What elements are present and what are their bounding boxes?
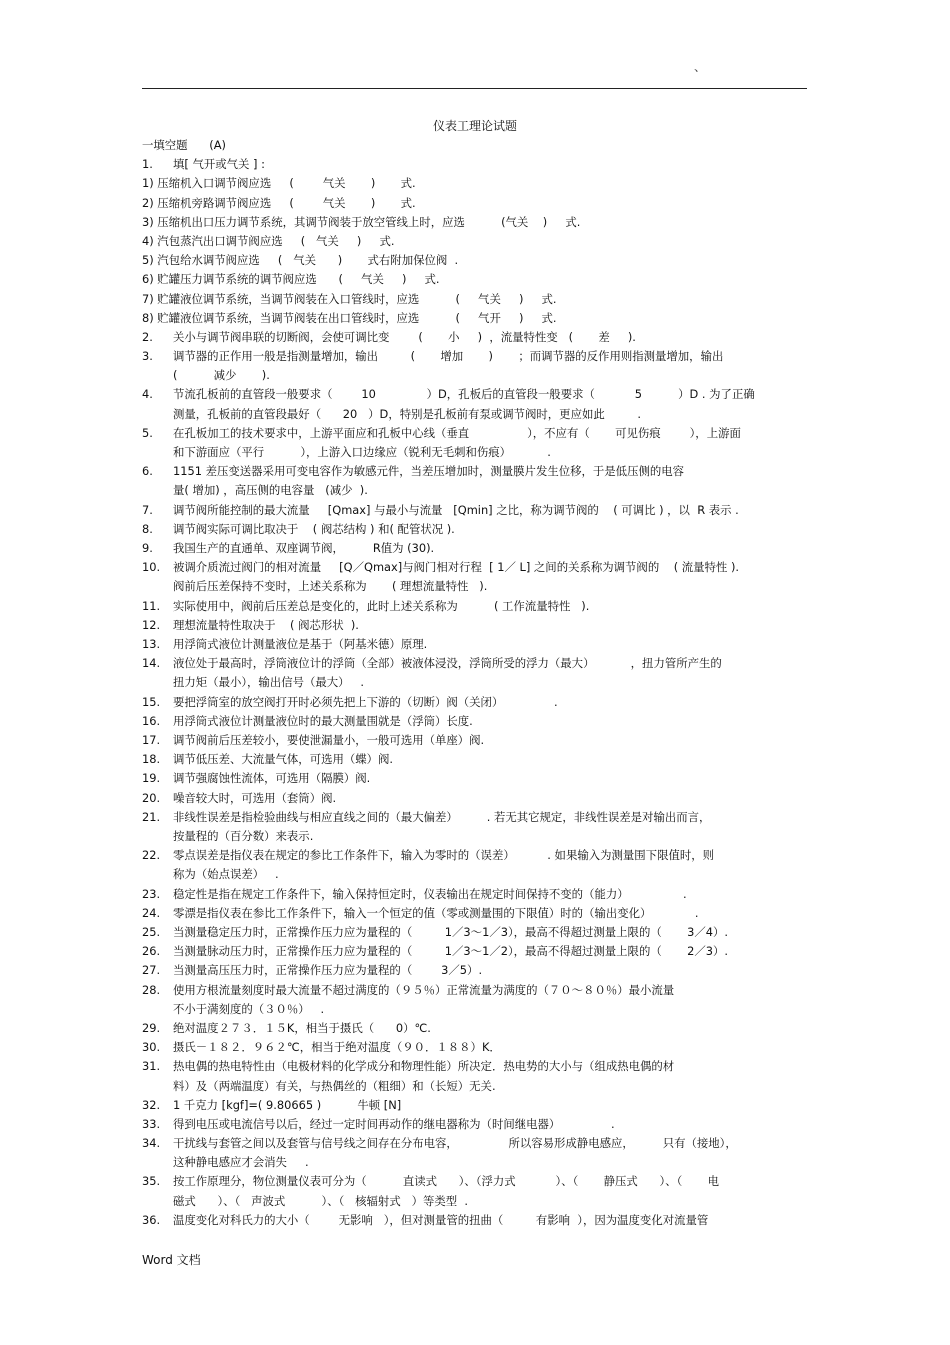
question-text: [173, 654, 810, 692]
question-line: 调节阀所能控制的最大流量 [Qmax] 与最小与流量 [Qmin] 之比，称为调节阀的 ( 可调比 ) ，以 R 表示 .: [173, 502, 739, 517]
question-line: 非线性误差是指检验曲线与相应直线之间的（最大偏差） . 若无其它规定，非线性误差是对输出而言，: [173, 809, 711, 824]
question-line: 被调介质流过阀门的相对流量 [Q／Qmax]与阀门相对行程 [ 1／ L] 之间的关系称为调节阀的 ( 流量特性 ).: [173, 560, 740, 575]
question-line: 和下游面应（平行 ），上游入口边缘应（锐利无毛刺和伤痕） .: [173, 445, 551, 460]
question-text: [173, 885, 810, 904]
question-line: 测量，孔板前的直管段最好（ 20 ）D，特别是孔板前有泵或调节阀时，更应如此 .: [173, 406, 641, 421]
question-line: 料）及（两端温度）有关，与热偶丝的（粗细）和（长短）无关.: [173, 1078, 496, 1093]
question-number: 14.: [142, 656, 161, 671]
question-text: [173, 789, 810, 808]
question-item: [142, 539, 810, 558]
question-number: 36.: [142, 1212, 161, 1227]
question-item: [142, 923, 810, 942]
question-item: [142, 1115, 810, 1134]
question-line: 1151 差压变送器采用可变电容作为敏感元件，当差压增加时，测量膜片发生位移，于是低压侧的电容: [173, 464, 685, 479]
question-item: [142, 846, 810, 884]
question-line: 当测量稳定压力时，正常操作压力应为量程的（ 1／3～1／3），最高不得超过测量上限的（ 3／4）.: [173, 924, 728, 939]
question-number: 35.: [142, 1174, 161, 1189]
question-line: 热电偶的热电特性由（电极材料的化学成分和物理性能）所决定．热电势的大小与（组成热电偶的材: [173, 1059, 675, 1074]
question-text: [173, 750, 810, 769]
question-text: [173, 942, 810, 961]
question-text: [173, 693, 810, 712]
question-text: [173, 1038, 810, 1057]
question-text: [173, 347, 810, 385]
question-number: 34.: [142, 1136, 161, 1151]
question-number: 12.: [142, 617, 161, 632]
question-number: 13.: [142, 636, 161, 651]
question-item: [142, 808, 810, 846]
question-line: 稳定性是指在规定工作条件下，输入保持恒定时，仪表输出在规定时间保持不变的（能力） .: [173, 886, 687, 901]
question-number: 23.: [142, 886, 161, 901]
question-text: [173, 520, 810, 539]
question-number: 1.: [142, 157, 153, 172]
question-item: [142, 616, 810, 635]
sub-item-line: 4) 汽包蒸汽出口调节阀应选 ( 气关 ) 式.: [142, 233, 395, 248]
question-item: [142, 635, 810, 654]
question-item: [142, 981, 810, 1019]
question-number: 17.: [142, 732, 161, 747]
question-line: 得到电压或电流信号以后，经过一定时间再动作的继电器称为（时间继电器） .: [173, 1116, 615, 1131]
question-text: [173, 961, 810, 980]
sub-item-line: 5) 汽包给水调节阀应选 ( 气关 ) 式右附加保位阀 .: [142, 253, 459, 268]
question-number: 19.: [142, 771, 161, 786]
question-number: 33.: [142, 1116, 161, 1131]
sub-item-line: 3) 压缩机出口压力调节系统，其调节阀装于放空管线上时，应选 (气关 ) 式.: [142, 214, 581, 229]
question-line: 理想流量特性取决于 ( 阀芯形状 ).: [173, 617, 359, 632]
question-number: 22.: [142, 848, 161, 863]
question-line: 不小于满刻度的（３０％） .: [173, 1001, 325, 1016]
question-line: 当测量脉动压力时，正常操作压力应为量程的（ 1／3～1／2），最高不得超过测量上限的（ 2／3）.: [173, 944, 728, 959]
question-text: [173, 1134, 810, 1172]
question-number: 18.: [142, 752, 161, 767]
section-heading: 一填空题 (A): [142, 138, 226, 152]
question-number: 3.: [142, 349, 153, 364]
question-number: 11.: [142, 598, 161, 613]
sub-item-list: [142, 174, 810, 328]
question-line: 调节强腐蚀性流体，可选用（隔膜）阀.: [173, 771, 371, 786]
page-footer: Word 文档: [142, 1253, 201, 1267]
question-number: 5.: [142, 425, 153, 440]
question-text: [173, 1019, 810, 1038]
question-line: 磁式 ）、（ 声波式 ）、（ 核辐射式 ）等类型 .: [173, 1193, 469, 1208]
question-text: [173, 539, 810, 558]
question-line: 绝对温度２７３．１５K，相当于摄氏（ 0）℃.: [173, 1020, 431, 1035]
question-item: [142, 1038, 810, 1057]
question-line: 量( 增加) ，高压侧的电容量 (减少 ).: [173, 483, 368, 498]
question-text: [173, 769, 810, 788]
question-text: [173, 846, 810, 884]
question-line: 关小与调节阀串联的切断阀，会使可调比变 ( 小 ) ，流量特性变 ( 差 ).: [173, 329, 636, 344]
question-line: 调节阀实际可调比取决于 ( 阀芯结构 ) 和( 配管状况 ).: [173, 521, 455, 536]
question-text: [173, 462, 810, 500]
question-text: [173, 616, 810, 635]
question-number: 26.: [142, 944, 161, 959]
question-number: 8.: [142, 521, 153, 536]
question-item: [142, 731, 810, 750]
question-number: 29.: [142, 1020, 161, 1035]
question-line: ( 减少 ).: [173, 368, 270, 383]
question-line: 温度变化对科氏力的大小（ 无影响 ），但对测量管的扭曲（ 有影响 ），因为温度变化对流量管: [173, 1212, 709, 1227]
question-line: 用浮筒式液位计测量液位是基于（阿基米德）原理.: [173, 636, 428, 651]
question-text: [173, 808, 810, 846]
question-text: [173, 923, 810, 942]
question-text: [173, 597, 810, 616]
question-line: 摄氏－１８２．９６２℃，相当于绝对温度（９０．１８８）K．: [173, 1040, 501, 1055]
question-line: 用浮筒式液位计测量液位时的最大测量围就是（浮筒）长度.: [173, 713, 473, 728]
question-item: [142, 1057, 810, 1095]
header-mark: 、: [694, 60, 707, 74]
question-line: 节流孔板前的直管段一般要求（ 10 ）D，孔板后的直管段一般要求（ 5 ）D . 为了正确: [173, 387, 755, 402]
question-text: [173, 1115, 810, 1134]
question-item: [142, 155, 810, 174]
question-item: [142, 885, 810, 904]
question-item: [142, 769, 810, 788]
question-line: 使用方根流量刻度时最大流量不超过满度的（９５％）正常流量为满度的（７０～８０％）最小流量: [173, 982, 675, 997]
question-item: [142, 750, 810, 769]
question-number: 10.: [142, 560, 161, 575]
header-rule: [142, 88, 807, 89]
question-item: [142, 1211, 810, 1230]
question-number: 21.: [142, 809, 161, 824]
question-text: [173, 1057, 810, 1095]
question-text: [173, 1172, 810, 1210]
question-text: [173, 558, 810, 596]
page-title: 仪表工理论试题: [432, 119, 517, 133]
question-item: [142, 424, 810, 462]
question-number: 16.: [142, 713, 161, 728]
question-line: 阀前后压差保持不变时，上述关系称为 ( 理想流量特性 ).: [173, 579, 488, 594]
question-item: [142, 904, 810, 923]
question-number: 20.: [142, 790, 161, 805]
question-item: [142, 693, 810, 712]
question-text: [173, 635, 810, 654]
question-item: [142, 328, 810, 347]
document-body: [142, 136, 810, 1230]
question-item: [142, 1172, 810, 1210]
question-item: [142, 347, 810, 385]
question-line: 零漂是指仪表在参比工作条件下，输入一个恒定的值（零或测量围的下限值）时的（输出变化） .: [173, 905, 699, 920]
question-item: [142, 597, 810, 616]
question-text: [173, 981, 810, 1019]
question-line: 称为（始点误差） .: [173, 867, 279, 882]
question-item: [142, 1134, 810, 1172]
question-number: 9.: [142, 541, 153, 555]
question-number: 28.: [142, 982, 161, 997]
question-text: [173, 328, 810, 347]
question-line: 按量程的（百分数）来表示.: [173, 828, 314, 843]
question-text: [173, 155, 810, 174]
question-number: 30.: [142, 1040, 161, 1055]
question-text: [173, 501, 810, 520]
question-line: 液位处于最高时，浮筒液位计的浮筒（全部）被液体浸没，浮筒所受的浮力（最大） ，扭力管所产生的: [173, 656, 722, 671]
question-line: 按工作原理分，物位测量仪表可分为（ 直读式 ）、（浮力式 ）、（ 静压式 ）、（ 电: [173, 1174, 720, 1189]
sub-item-line: 2) 压缩机旁路调节阀应选 ( 气关 ) 式.: [142, 195, 416, 210]
question-line: 干扰线与套管之间以及套管与信号线之间存在分布电容， 所以容易形成静电感应， 只有（接地），: [173, 1136, 737, 1151]
sub-item-line: 8) 贮罐液位调节系统，当调节阀装在出口管线时，应选 ( 气开 ) 式.: [142, 310, 557, 325]
question-item: [142, 385, 810, 423]
question-line: 填[ 气开或气关 ] :: [173, 157, 265, 172]
question-number: 24.: [142, 905, 161, 920]
question-line: 扭力矩（最小），输出信号（最大） .: [173, 675, 365, 690]
question-item: [142, 462, 810, 500]
question-line: 当测量高压压力时，正常操作压力应为量程的（ 3／5）.: [173, 963, 483, 978]
question-line: 调节阀前后压差较小，要使泄漏量小，一般可选用（单座）阀.: [173, 732, 485, 747]
question-number: 27.: [142, 963, 161, 978]
question-line: 调节器的正作用一般是指测量增加，输出 ( 增加 ) ；而调节器的反作用则指测量增加，输出: [173, 349, 724, 364]
question-list: [142, 328, 810, 1230]
question-text: [173, 1211, 810, 1230]
question-text: [173, 385, 810, 423]
question-item: [142, 558, 810, 596]
question-number: 15.: [142, 694, 161, 709]
question-number: 32.: [142, 1097, 161, 1112]
sub-item-line: 6) 贮罐压力调节系统的调节阀应选 ( 气关 ) 式.: [142, 272, 440, 287]
question-text: [173, 904, 810, 923]
question-item: [142, 789, 810, 808]
question-item: [142, 654, 810, 692]
question-text: [173, 1096, 810, 1115]
question-item: [142, 712, 810, 731]
question-number: 2.: [142, 329, 153, 344]
question-line: 零点误差是指仪表在规定的参比工作条件下，输入为零时的（误差） . 如果输入为测量围下限值时，则: [173, 848, 715, 863]
sub-item-line: 1) 压缩机入口调节阀应选 ( 气关 ) 式.: [142, 176, 416, 191]
question-number: 25.: [142, 924, 161, 939]
question-item: [142, 961, 810, 980]
question-text: [173, 424, 810, 462]
question-number: 7.: [142, 502, 153, 517]
question-item: [142, 501, 810, 520]
question-line: 这种静电感应才会消失 .: [173, 1155, 309, 1170]
question-line: 要把浮筒室的放空阀打开时必须先把上下游的（切断）阀（关闭） .: [173, 694, 558, 709]
question-line: 1 千克力 [kgf]=( 9.80665 ) 牛顿 [N]: [173, 1097, 402, 1112]
question-line: 在孔板加工的技术要求中，上游平面应和孔板中心线（垂直 ），不应有（ 可见伤痕 ），上游面: [173, 425, 741, 440]
question-line: 实际使用中，阀前后压差总是变化的，此时上述关系称为 ( 工作流量特性 ).: [173, 598, 590, 613]
question-line: 调节低压差、大流量气体，可选用（蝶）阀.: [173, 752, 394, 767]
question-number: 4.: [142, 387, 153, 402]
question-text: [173, 712, 810, 731]
sub-item-line: 7) 贮罐液位调节系统，当调节阀装在入口管线时，应选 ( 气关 ) 式.: [142, 291, 557, 306]
question-number: 6.: [142, 464, 153, 479]
question-text: [173, 731, 810, 750]
question-line: 噪音较大时，可选用（套筒）阀.: [173, 790, 337, 805]
question-line: 我国生产的直通单、双座调节阀， R值为 (30).: [173, 541, 435, 555]
question-item: [142, 520, 810, 539]
question-item: [142, 942, 810, 961]
question-item: [142, 1096, 810, 1115]
question-number: 31.: [142, 1059, 161, 1074]
question-item: [142, 1019, 810, 1038]
